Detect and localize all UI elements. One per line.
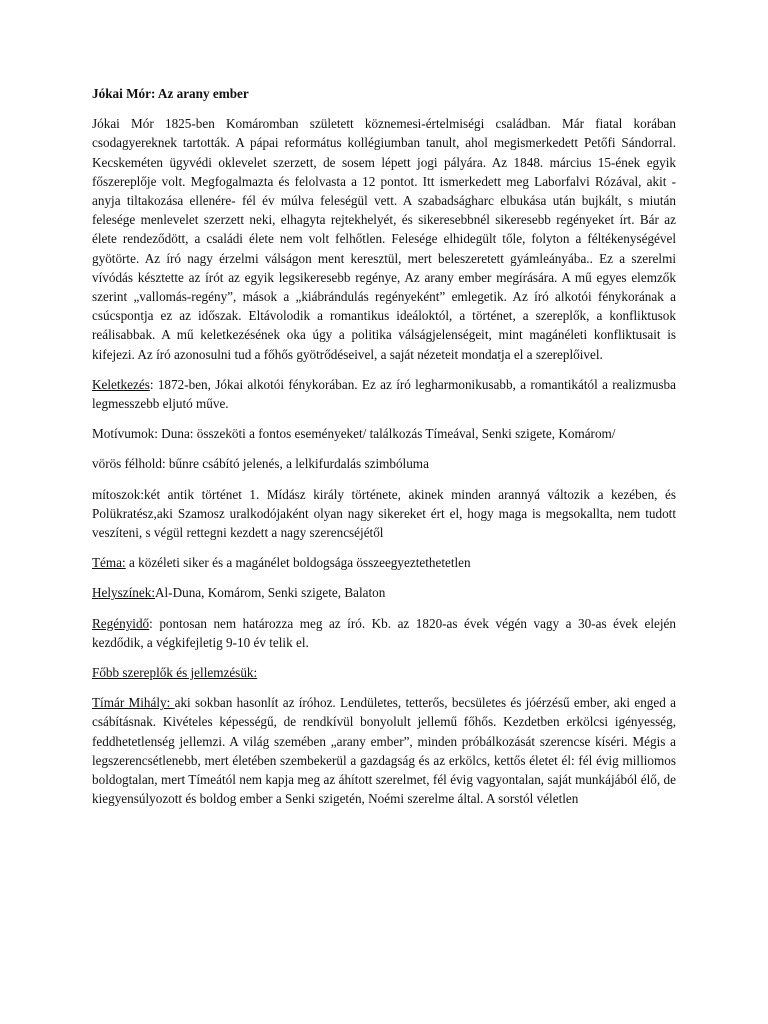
timar-text: aki sokban hasonlít az íróhoz. Lendületes, tetterős, becsületes és jóérzésű ember, aki enged a csábításnak. Kivételes képességű, de rendkívül bonyolult jellemű főhős. Kezdetben erkölcsi igényesség, feddhetetlenség jellemzi. A világ szemében „arany ember”, minden próbálkozását szerencse kíséri. Mégis a legszerencsétlenebb, mert életében szembekerül a gazdagság és az erkölcs, kettős életet él: fél évig milliomos boldogtalan, mert Tímeától nem kapja meg az áhított szerelmet, fél évig vagyontalan, saját munkájából élő, de kiegyensúlyozott és boldog ember a Senki szigetén, Noémi szerelme által. A sorstól véletlen xyxy=(92,695,676,807)
tema-text: a közéleti siker és a magánélet boldogsága összeegyeztethetetlen xyxy=(125,555,471,571)
tema-label: Téma: xyxy=(92,555,126,571)
keletkezes-paragraph xyxy=(92,375,676,413)
document-title: Jókai Mór: Az arany ember xyxy=(92,86,249,101)
szereplok-heading xyxy=(92,663,676,682)
motivumok-paragraph: Motívumok: Duna: összeköti a fontos eseményeket/ találkozás Tímeával, Senki szigete, Komárom/ xyxy=(92,426,616,442)
mitoszok-paragraph: mítoszok:két antik történet 1. Mídász király története, akinek minden arannyá változik a kezében, és Polükratész,aki Szamosz uralkodójaként olyan nagy sikereket ért el, hogy maga is megsokallta, nem tudott veszíteni, s végül rettegni kezdett a nagy szerencséjétől xyxy=(92,486,676,541)
helyszinek-text: Al-Duna, Komárom, Senki szigete, Balaton xyxy=(155,585,386,601)
szereplok-heading-text: Főbb szereplők és jellemzésük: xyxy=(92,665,258,681)
regenyido-text: : pontosan nem határozza meg az író. Kb. az 1820-as évek végén vagy a 30-as évek elején kezdődik, a végkifejletig 9-10 év telik el. xyxy=(92,615,676,650)
helyszinek-label: Helyszínek: xyxy=(92,585,155,601)
tema-paragraph xyxy=(92,553,676,572)
intro-paragraph: Jókai Mór 1825-ben Komáromban született köznemesi-értelmiségi családban. Már fiatal korában csodagyereknek tartották. A pápai református kollégiumban tanult, ahol megismerkedett Petőfi Sándorral. Kecskeméten ügyvédi oklevelet szerzett, de sosem lépett jogi pályára. Az 1848. március 15-ének egyik főszereplője volt. Megfogalmazta és felolvasta a 12 pontot. Itt ismerkedett meg Laborfalvi Rózával, akit - anyja tiltakozása ellenére- fél év múlva feleségül vett. A szabadságharc elbukása után bujkált, s miután felesége menlevelet szerzett neki, elhagyta rejtekhelyét, és sikeresebbnél sikeresebb regényeket írt. Bár az élete rendeződött, a családi élete nem volt felhőtlen. Felesége elhidegült tőle, folyton a féltékenységével gyötörte. Az író nagy érzelmi válságon ment keresztül, mert beleszeretett gyámleányába.. Ez a szerelmi vívódás késztette az írót az egyik legsikeresebb regénye, Az arany ember megírására. A mű egyes elemzők szerint „vallomás-regény”, mások a „kiábrándulás regényeként” emlegetik. Az író alkotói fénykorának a csúcspontja ez az időszak. Eltávolodik a romantikus ideáloktól, a történet, a szereplők, a konfliktusok reálisabbak. A mű keletkezésének oka úgy a politika válságjelenségeit, mint magánéleti konfliktusait is kifejezi. Az író azonosulni tud a főhős gyötrődéseivel, a saját nézeteit mondatja el a szereplőivel. xyxy=(92,116,676,362)
felhold-paragraph: vörös félhold: bűnre csábító jelenés, a lelkifurdalás szimbóluma xyxy=(92,456,429,472)
timar-paragraph xyxy=(92,693,676,808)
regenyido-label: Regényidő xyxy=(92,615,150,631)
keletkezes-label: Keletkezés xyxy=(92,376,150,392)
helyszinek-paragraph xyxy=(92,583,676,602)
keletkezes-text: : 1872-ben, Jókai alkotói fénykorában. Ez az író legharmonikusabb, a romantikától a realizmusba legmesszebb eljutó műve. xyxy=(92,376,676,412)
regenyido-paragraph xyxy=(92,614,676,652)
timar-label: Tímár Mihály: xyxy=(92,695,175,711)
document-page xyxy=(92,84,676,820)
